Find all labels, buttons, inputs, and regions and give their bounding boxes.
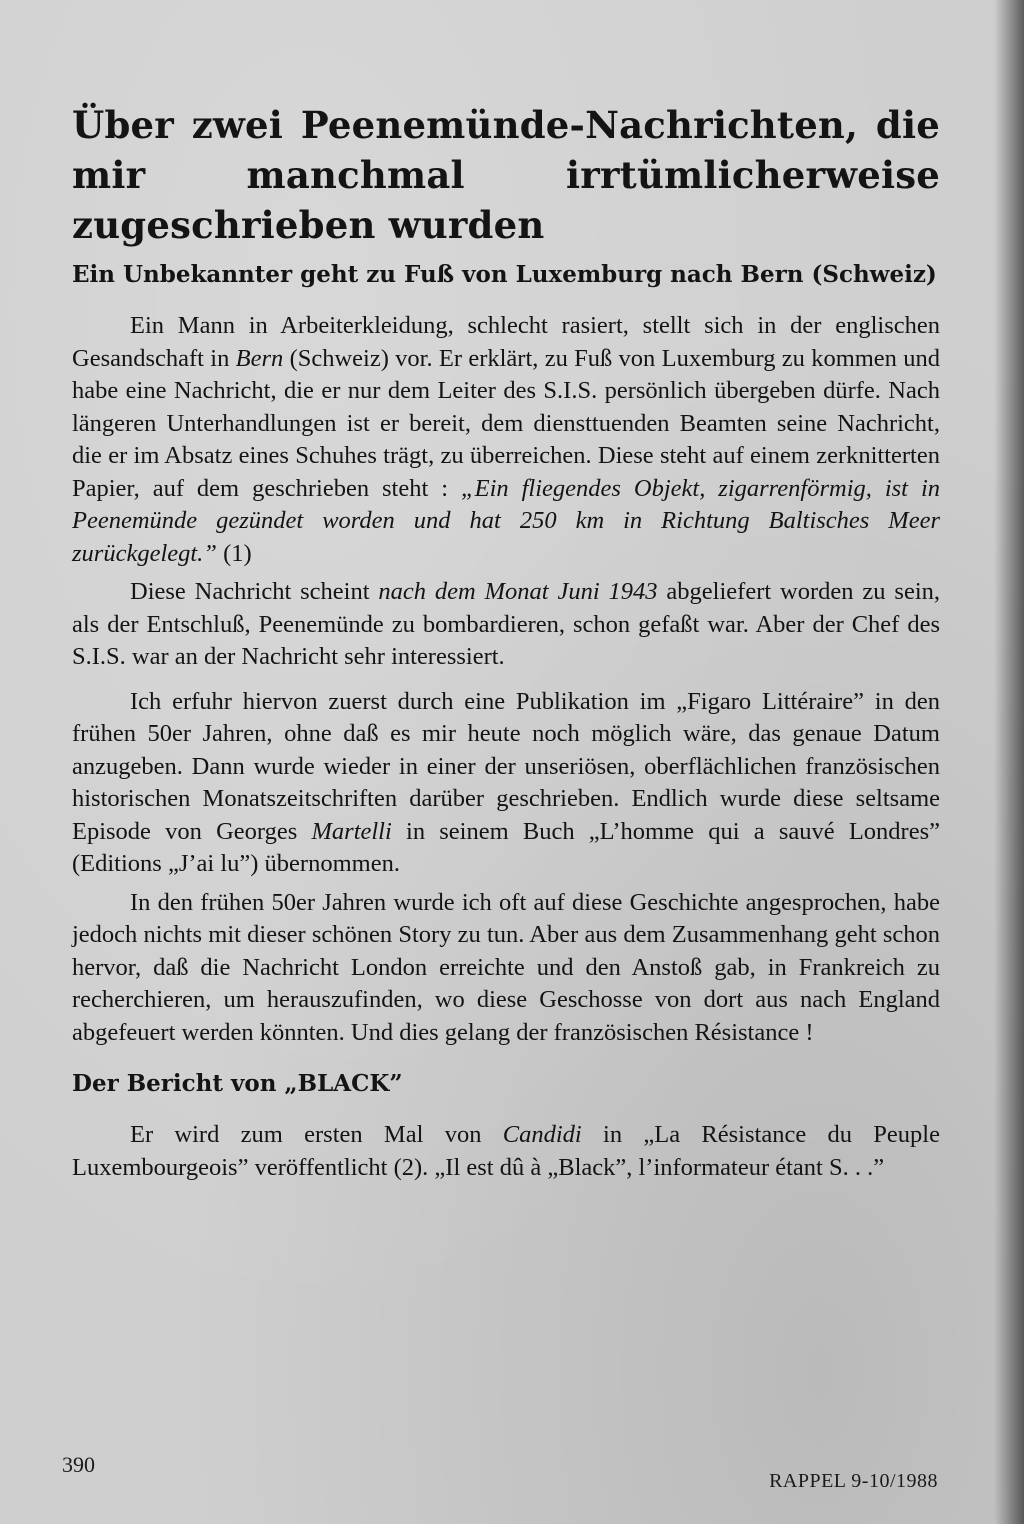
date-phrase: nach dem Monat Juni 1943 [378,578,658,605]
paragraph-5-text-c: . „Il est dû à „Black”, l’informateur étant S. . .” [422,1153,885,1181]
paragraph-2-text-b: abgeliefert worden zu sein, als der Entschluß, Peenemünde zu bombardieren, schon gefaßt war. Aber der Chef des S.I.S. war an der Nachricht sehr interessiert. [72,578,940,670]
paragraph-1-text-a: Ein Mann in Arbeiterkleidung, schlecht rasiert, stellt sich in der englischen Gesandschaft in [72,312,940,372]
paragraph-1 [72,310,940,570]
article-title: Über zwei Peenemünde-Nachrichten, die mir manchmal irrtümlicherweise zugeschrieben wurden [72,103,940,247]
author-candidi: Candidi [502,1121,582,1148]
article-body [72,100,940,1190]
paragraph-4: In den frühen 50er Jahren wurde ich oft auf diese Geschichte angesprochen, habe jedoch nichts mit dieser schönen Story zu tun. Aber aus dem Zusammenhang geht schon hervor, daß die Nachricht London erreichte und den Anstoß gab, in Frankreich zu recherchieren, um herauszufinden, wo diese Geschosse von dort aus nach England abgefeuert werden könnten. Und dies gelang der französischen Résistance ! [72,888,940,1046]
paragraph-3-text-a: Ich erfuhr hiervon zuerst durch eine Publikation im „Figaro Littéraire” in den frühen 50er Jahren, ohne daß es mir heute noch möglich wäre, das genaue Datum anzugeben. Dann wurde wieder in einer der unseriösen, oberflächlichen französischen historischen Monatszeitschriften darüber geschrieben. Endlich wurde diese seltsame Episode von Georges [72,687,940,845]
paragraph-2 [72,576,940,674]
paragraph-1-text-b: (Schweiz) vor. Er erklärt, zu Fuß von Luxemburg zu kommen und habe eine Nachricht, die er nur dem Leiter des S.I.S. persönlich übergeben dürfe. Nach längeren Unterhandlungen ist er bereit, dem diensttuenden Beamten seine Nachricht, die er im Absatz eines Schuhes trägt, zu überreichen. Diese steht auf einem zerknitterten Papier, auf dem geschrieben steht : [72,344,940,502]
paragraph-5 [72,1119,940,1184]
paragraph-3 [72,686,940,881]
paragraph-3-text-b: in seinem Buch „L’homme qui a sauvé Londres” (Editions „J’ai lu”) übernommen. [72,817,940,877]
section-heading-black: Der Bericht von „BLACK” [72,1070,403,1097]
page-number: 390 [62,1452,95,1477]
paragraph-2-text-a: Diese Nachricht scheint [130,578,379,605]
paragraph-5-text-b: in „La Résistance du Peuple Luxembourgeois” veröffentlicht [72,1121,940,1181]
message-quote: „Ein fliegendes Objekt, zigarrenförmig, ist in Peenemünde gezündet worden und hat 250 km in Richtung Baltisches Meer zurückgelegt.” [72,474,940,567]
article-subtitle: Ein Unbekannter geht zu Fuß von Luxemburg nach Bern (Schweiz) [72,261,937,288]
author-martelli: Martelli [311,817,392,845]
publication-reference: RAPPEL 9-10/1988 [769,1470,938,1492]
paragraph-5-text-a: Er wird zum ersten Mal von [130,1121,503,1148]
place-bern: Bern [235,344,284,372]
footnote-ref-1: (1) [223,539,252,567]
footnote-ref-2: (2) [393,1153,423,1181]
